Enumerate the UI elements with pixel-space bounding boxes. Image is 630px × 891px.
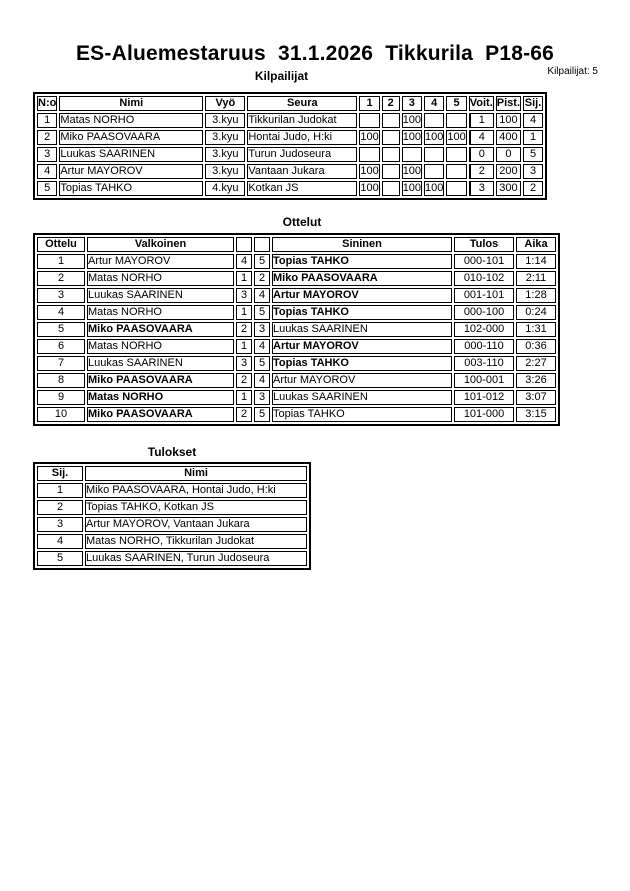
cell-round-1	[359, 113, 379, 128]
cell-round-3: 100	[402, 182, 422, 194]
cell-round-4: 100	[425, 131, 444, 143]
header-place: Sij.	[37, 466, 83, 481]
match-row	[37, 390, 556, 405]
cell-wins: 4	[469, 130, 494, 145]
match-row	[37, 305, 556, 320]
result-row	[37, 483, 307, 498]
cell-belt: 3.kyu	[205, 113, 245, 128]
cell-white-name: Matas NORHO	[87, 271, 234, 286]
header-place: Sij.	[524, 97, 542, 109]
cell-round-1	[359, 147, 379, 162]
cell-white-no: 4	[236, 254, 252, 269]
cell-points: 300	[496, 181, 521, 196]
cell-name: Matas NORHO, Tikkurilan Judokat	[85, 534, 307, 549]
cell-wins: 0	[469, 147, 494, 162]
cell-place: 5	[37, 551, 83, 566]
header-points: Pist.	[496, 97, 521, 109]
cell-white-name: Luukas SAARINEN	[87, 288, 234, 303]
competitor-row	[37, 113, 543, 128]
result-row	[37, 534, 307, 549]
cell-match-no: 1	[37, 254, 85, 269]
cell-match-no: 9	[37, 390, 85, 405]
cell-blue-name: Topias TAHKO	[272, 407, 452, 422]
match-row	[37, 288, 556, 303]
cell-wins: 1	[469, 113, 494, 128]
cell-club: Vantaan Jukara	[247, 164, 357, 179]
cell-no: 1	[37, 113, 57, 128]
cell-blue-name: Miko PAASOVAARA	[272, 271, 452, 286]
competitor-row	[37, 164, 543, 179]
cell-round-5: 100	[447, 131, 466, 143]
cell-time: 0:24	[516, 305, 556, 320]
header-name: Nimi	[85, 466, 307, 481]
header-round-2: 2	[382, 96, 400, 111]
cell-place: 3	[37, 517, 83, 532]
cell-name: Artur MAYOROV, Vantaan Jukara	[85, 517, 307, 532]
cell-points: 400	[496, 130, 521, 145]
cell-round-3	[402, 147, 422, 162]
cell-round-4	[424, 147, 444, 162]
matches-header-row	[37, 237, 556, 252]
cell-white-no: 3	[236, 356, 252, 371]
cell-blue-no: 5	[254, 254, 270, 269]
competitors-table	[33, 92, 547, 200]
competitor-row	[37, 130, 543, 145]
cell-blue-name: Topias TAHKO	[272, 305, 452, 320]
match-row	[37, 339, 556, 354]
cell-blue-name: Artur MAYOROV	[272, 288, 452, 303]
cell-blue-no: 4	[254, 339, 270, 354]
cell-name: Luukas SAARINEN, Turun Judoseura	[85, 551, 307, 566]
cell-time: 2:11	[516, 271, 556, 286]
cell-club: Tikkurilan Judokat	[247, 113, 357, 128]
cell-round-3: 100	[402, 114, 422, 126]
cell-no: 5	[37, 181, 57, 196]
header-round-1: 1	[359, 96, 379, 111]
competitors-section-title: Kilpailijat	[254, 69, 309, 83]
header-white-no	[236, 237, 252, 252]
match-row	[37, 407, 556, 422]
cell-blue-name: Topias TAHKO	[272, 356, 452, 371]
cell-points: 0	[496, 147, 521, 162]
cell-belt: 3.kyu	[205, 130, 245, 145]
header-name: Nimi	[59, 96, 203, 111]
header-match: Ottelu	[37, 237, 85, 252]
cell-white-name: Matas NORHO	[87, 390, 234, 405]
cell-club: Turun Judoseura	[247, 147, 357, 162]
cell-belt: 3.kyu	[205, 164, 245, 179]
cell-result: 100-001	[454, 373, 514, 388]
cell-blue-name: Luukas SAARINEN	[272, 390, 452, 405]
cell-name: Luukas SAARINEN	[59, 147, 203, 162]
cell-result: 001-101	[454, 288, 514, 303]
cell-result: 003-110	[454, 356, 514, 371]
cell-white-name: Miko PAASOVAARA	[87, 373, 234, 388]
cell-match-no: 3	[37, 288, 85, 303]
cell-time: 1:14	[516, 254, 556, 269]
cell-blue-name: Artur MAYOROV	[272, 339, 452, 354]
match-row	[37, 322, 556, 337]
header-round-4: 4	[424, 96, 444, 111]
cell-blue-no: 5	[254, 356, 270, 371]
cell-round-4	[424, 164, 444, 179]
cell-name: Miko PAASOVAARA, Hontai Judo, H:ki	[85, 483, 307, 498]
cell-white-name: Artur MAYOROV	[87, 254, 234, 269]
cell-time: 1:31	[516, 322, 556, 337]
cell-white-name: Luukas SAARINEN	[87, 356, 234, 371]
cell-no: 4	[37, 164, 57, 179]
cell-no: 3	[37, 147, 57, 162]
matches-section-title: Ottelut	[282, 215, 322, 229]
match-row	[37, 373, 556, 388]
cell-match-no: 4	[37, 305, 85, 320]
cell-white-no: 2	[236, 407, 252, 422]
cell-place: 4	[523, 113, 543, 128]
cell-name: Miko PAASOVAARA	[59, 130, 203, 145]
cell-result: 102-000	[454, 322, 514, 337]
cell-points: 200	[496, 164, 521, 179]
cell-time: 2:27	[516, 356, 556, 371]
cell-name: Topias TAHKO	[59, 181, 203, 196]
cell-points: 100	[496, 113, 521, 128]
cell-round-2	[382, 113, 400, 128]
cell-round-4	[424, 113, 444, 128]
cell-place: 2	[523, 181, 543, 196]
cell-white-name: Miko PAASOVAARA	[87, 322, 234, 337]
cell-place: 1	[523, 130, 543, 145]
header-result: Tulos	[454, 237, 514, 252]
competitor-row	[37, 147, 543, 162]
cell-round-5	[446, 181, 466, 196]
cell-round-5	[446, 147, 466, 162]
cell-round-3: 100	[402, 131, 422, 143]
results-section-title: Tulokset	[147, 445, 197, 459]
cell-white-no: 2	[236, 373, 252, 388]
cell-match-no: 6	[37, 339, 85, 354]
cell-match-no: 7	[37, 356, 85, 371]
cell-round-2	[382, 164, 400, 179]
header-blue-no	[254, 237, 270, 252]
cell-place: 4	[37, 534, 83, 549]
page-title: ES-Aluemestaruus 31.1.2026 Tikkurila P18-66	[75, 42, 555, 65]
match-row	[37, 356, 556, 371]
cell-result: 010-102	[454, 271, 514, 286]
cell-blue-no: 4	[254, 288, 270, 303]
cell-match-no: 2	[37, 271, 85, 286]
cell-club: Hontai Judo, H:ki	[247, 130, 357, 145]
cell-white-no: 1	[236, 339, 252, 354]
results-table	[33, 462, 311, 570]
cell-place: 3	[523, 164, 543, 179]
cell-time: 1:28	[516, 288, 556, 303]
cell-result: 000-100	[454, 305, 514, 320]
cell-round-2	[382, 181, 400, 196]
cell-round-1: 100	[360, 131, 379, 143]
cell-round-2	[382, 147, 400, 162]
cell-white-no: 1	[236, 390, 252, 405]
cell-white-no: 1	[236, 271, 252, 286]
cell-match-no: 5	[37, 322, 85, 337]
header-club: Seura	[247, 96, 357, 111]
cell-place: 1	[37, 483, 83, 498]
cell-white-no: 3	[236, 288, 252, 303]
cell-blue-no: 4	[254, 373, 270, 388]
cell-result: 000-101	[454, 254, 514, 269]
matches-table	[33, 233, 560, 426]
result-row	[37, 517, 307, 532]
cell-wins: 3	[469, 181, 494, 196]
cell-result: 101-012	[454, 390, 514, 405]
cell-blue-name: Topias TAHKO	[272, 254, 452, 269]
header-round-3: 3	[402, 96, 422, 111]
cell-round-5	[446, 113, 466, 128]
competitors-header-row	[37, 96, 543, 111]
cell-result: 000-110	[454, 339, 514, 354]
cell-round-1: 100	[360, 165, 379, 177]
match-row	[37, 254, 556, 269]
cell-round-1: 100	[360, 182, 379, 194]
header-no: N:o	[38, 97, 57, 109]
competitor-row	[37, 181, 543, 196]
result-row	[37, 500, 307, 515]
cell-blue-name: Artur MAYOROV	[272, 373, 452, 388]
cell-blue-name: Luukas SAARINEN	[272, 322, 452, 337]
cell-wins: 2	[469, 164, 494, 179]
cell-time: 3:07	[516, 390, 556, 405]
cell-club: Kotkan JS	[247, 181, 357, 196]
header-time: Aika	[516, 237, 556, 252]
header-belt: Vyö	[205, 96, 245, 111]
cell-time: 3:26	[516, 373, 556, 388]
result-row	[37, 551, 307, 566]
cell-round-4: 100	[425, 182, 444, 194]
cell-match-no: 10	[37, 407, 85, 422]
cell-place: 2	[37, 500, 83, 515]
cell-blue-no: 5	[254, 407, 270, 422]
header-wins: Voit.	[469, 97, 493, 109]
cell-result: 101-000	[454, 407, 514, 422]
cell-blue-no: 2	[254, 271, 270, 286]
match-row	[37, 271, 556, 286]
cell-white-name: Matas NORHO	[87, 339, 234, 354]
cell-blue-no: 5	[254, 305, 270, 320]
cell-time: 0:36	[516, 339, 556, 354]
cell-no: 2	[37, 130, 57, 145]
cell-name: Artur MAYOROV	[59, 164, 203, 179]
cell-place: 5	[523, 147, 543, 162]
competitor-count: Kilpailijat: 5	[547, 66, 598, 77]
cell-blue-no: 3	[254, 390, 270, 405]
cell-belt: 4.kyu	[205, 181, 245, 196]
cell-name: Topias TAHKO, Kotkan JS	[85, 500, 307, 515]
cell-blue-no: 3	[254, 322, 270, 337]
cell-name: Matas NORHO	[59, 113, 203, 128]
cell-white-name: Miko PAASOVAARA	[87, 407, 234, 422]
cell-time: 3:15	[516, 407, 556, 422]
header-white: Valkoinen	[87, 237, 234, 252]
header-blue: Sininen	[272, 237, 452, 252]
cell-belt: 3.kyu	[205, 147, 245, 162]
cell-round-3: 100	[402, 165, 422, 177]
cell-match-no: 8	[37, 373, 85, 388]
results-header-row	[37, 466, 307, 481]
cell-white-no: 2	[236, 322, 252, 337]
cell-white-name: Matas NORHO	[87, 305, 234, 320]
cell-round-5	[446, 164, 466, 179]
cell-white-no: 1	[236, 305, 252, 320]
cell-round-2	[382, 130, 400, 145]
header-round-5: 5	[446, 96, 466, 111]
